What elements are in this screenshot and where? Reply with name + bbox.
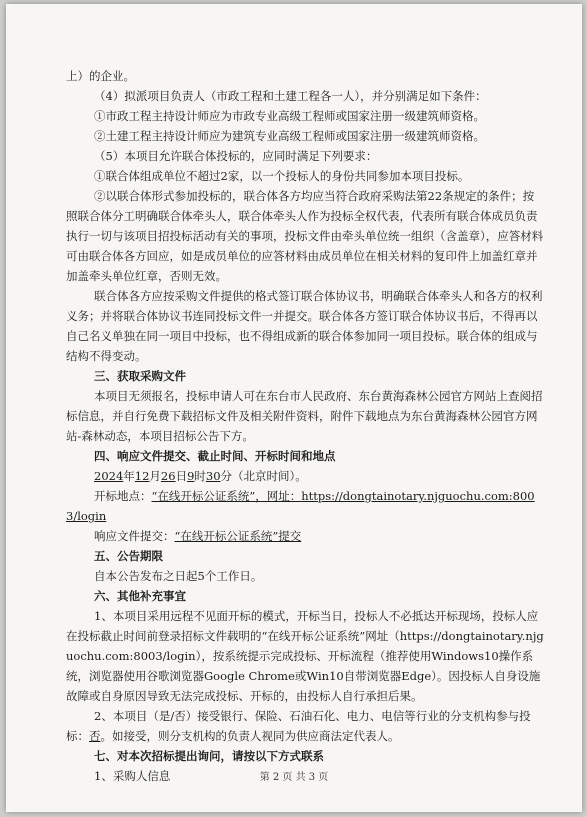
paragraph: ②以联合体形式参加投标的，联合体各方均应当符合政府采购法第22条规定的条件；按照联合体分工明确联合体牵头人，联合体牵头人作为投标全权代表，代表所有联合体成员负责执行一切与该项目招投标活动有关的事项，投标文件由牵头单位统一组织（含盖章），应答材料可由联合体各方回应，如是成员单位的应答材料由成员单位在相关材料的复印件上加盖红章并加盖牵头单位红章，否则无效。 bbox=[66, 189, 544, 283]
paragraph-text: 。如接受，则分支机构的负责人视同为供应商法定代表人。 bbox=[100, 729, 400, 743]
venue-line bbox=[66, 486, 544, 526]
paragraph: 1、采购人信息 bbox=[94, 769, 171, 783]
paragraph-text: 2、本项目（是/否）接受银行、保险、石油石化、电力、电信等行业的分支机构参与投标： bbox=[66, 709, 531, 743]
paragraph: ①联合体组成单位不超过2家，以一个投标人的身份共同参加本项目投标。 bbox=[94, 169, 470, 183]
section-heading: 五、公告期限 bbox=[94, 549, 163, 563]
paragraph: （5）本项目允许联合体投标的，应同时满足下列要求： bbox=[94, 149, 378, 163]
deadline-text: 分（北京时间）。 bbox=[220, 469, 307, 483]
deadline-text: 年 bbox=[123, 469, 135, 483]
deadline-day: 26 bbox=[160, 469, 176, 483]
venue-label: 开标地点： bbox=[94, 489, 152, 503]
deadline-minute: 30 bbox=[205, 469, 221, 483]
paragraph: 1、本项目采用远程不见面开标的模式，开标当日，投标人不必抵达开标现场，投标人应在投标截止时间前登录招标文件载明的“在线开标公证系统”网址（https://dongtainotary.njguochu.com:8003/login），按系统提示完成投标、开标流程（推荐使用Windows10操作系统，浏览器使用谷歌浏览器Google Chrome或Win10自带浏览器Edge）。因投标人自身设施故障或自身原因导致无法完成投标、开标的，由投标人自行承担后果。 bbox=[66, 609, 544, 703]
section-heading: 六、其他补充事宜 bbox=[94, 589, 186, 603]
deadline-month: 12 bbox=[134, 469, 150, 483]
submit-label: 响应文件提交： bbox=[94, 529, 175, 543]
section-heading: 四、响应文件提交、截止时间、开标时间和地点 bbox=[94, 449, 336, 463]
deadline-hour: 9 bbox=[187, 469, 195, 483]
paragraph bbox=[66, 706, 544, 746]
page-number: 第 2 页 共 3 页 bbox=[259, 772, 329, 783]
section-heading: 七、对本次招标提出询问，请按以下方式联系 bbox=[94, 749, 324, 763]
document-body bbox=[66, 66, 544, 786]
deadline-year: 2024 bbox=[94, 469, 124, 483]
paragraph: 本项目无须报名，投标申请人可在东台市人民政府、东台黄海森林公园官方网站上查阅招标信息，并自行免费下载招标文件及相关附件资料，附件下载地点为东台黄海森林公园官方网站-森林动态，本项目招标公告下方。 bbox=[66, 389, 543, 443]
paragraph: ②土建工程主持设计师应为建筑专业高级工程师或国家注册一级建筑师资格。 bbox=[94, 129, 485, 143]
paragraph: 上）的企业。 bbox=[66, 69, 135, 83]
venue-url-link[interactable]: https://dongtainotary.njguochu.com:8003/login bbox=[66, 489, 535, 523]
document-page bbox=[6, 4, 582, 812]
deadline-text: 月 bbox=[149, 469, 161, 483]
submit-value: “在线开标公证系统”提交 bbox=[174, 529, 302, 543]
venue-text: “在线开标公证系统”，网址： bbox=[151, 489, 302, 503]
section-heading: 三、获取采购文件 bbox=[94, 369, 186, 383]
paragraph: 自本公告发布之日起5个工作日。 bbox=[94, 569, 263, 583]
branch-answer: 否 bbox=[89, 729, 101, 743]
deadline-text: 日 bbox=[175, 469, 188, 483]
deadline-line bbox=[66, 466, 544, 486]
paragraph: ①市政工程主持设计师应为市政专业高级工程师或国家注册一级建筑师资格。 bbox=[94, 109, 485, 123]
deadline-text: 时 bbox=[194, 469, 206, 483]
paragraph: （4）拟派项目负责人（市政工程和土建工程各一人），并分别满足如下条件： bbox=[94, 89, 487, 103]
submit-line bbox=[66, 526, 544, 546]
paragraph: 联合体各方应按采购文件提供的格式签订联合体协议书，明确联合体牵头人和各方的权利义务；并将联合体协议书连同投标文件一并提交。联合体各方签订联合体协议书后，不得再以自己名义单独在同一项目中投标，也不得组成新的联合体参加同一项目投标。联合体的组成与结构不得变动。 bbox=[66, 289, 543, 363]
